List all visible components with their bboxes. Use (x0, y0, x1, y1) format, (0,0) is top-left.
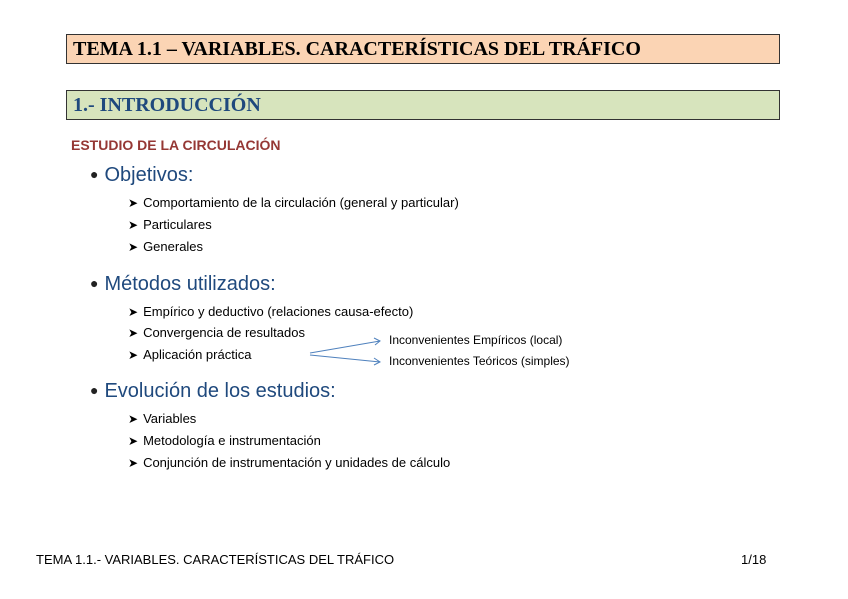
list-item: ➤ Particulares (128, 217, 212, 232)
bullet-label: Métodos utilizados: (104, 273, 276, 295)
note-teoricos: Inconvenientes Teóricos (simples) (389, 354, 570, 368)
arrowhead-bullet-icon: ➤ (128, 240, 139, 254)
arrowhead-bullet-icon: ➤ (128, 456, 139, 470)
arrow-to-teoricos (310, 355, 380, 362)
arrowhead-bullet-icon: ➤ (128, 196, 139, 210)
footer-title: TEMA 1.1.- VARIABLES. CARACTERÍSTICAS DEL TRÁFICO (36, 552, 395, 567)
list-item: ➤ Comportamiento de la circulación (general y particular) (128, 195, 459, 210)
bullet-dot-icon: ● (90, 166, 99, 182)
arrowhead-bullet-icon: ➤ (128, 412, 139, 426)
bullet-dot-icon: ● (90, 382, 99, 398)
bullet-evolucion (90, 380, 336, 403)
bullet-label: Objetivos: (104, 164, 194, 186)
list-item: ➤ Metodología e instrumentación (128, 433, 321, 448)
list-item: ➤ Empírico y deductivo (relaciones causa-efecto) (128, 304, 414, 319)
list-item: ➤ Generales (128, 239, 204, 254)
bullet-label: Evolución de los estudios: (104, 380, 336, 402)
arrowhead-bullet-icon: ➤ (128, 326, 139, 340)
list-item: ➤ Convergencia de resultados (128, 325, 305, 340)
section-heading-text: 1.- INTRODUCCIÓN (73, 94, 261, 116)
list-item: ➤ Variables (128, 411, 197, 426)
bullet-dot-icon: ● (90, 275, 99, 291)
arrowhead-bullet-icon: ➤ (128, 434, 139, 448)
subsection-heading: ESTUDIO DE LA CIRCULACIÓN (71, 137, 281, 153)
arrowhead-bullet-icon: ➤ (128, 218, 139, 232)
page-number: 1/18 (741, 552, 767, 567)
arrow-to-empiricos (310, 341, 380, 353)
arrowhead-bullet-icon: ➤ (128, 305, 139, 319)
note-empiricos: Inconvenientes Empíricos (local) (389, 333, 563, 347)
arrowhead-bullet-icon: ➤ (128, 348, 139, 362)
slide-title-text: TEMA 1.1 – VARIABLES. CARACTERÍSTICAS DEL TRÁFICO (73, 38, 641, 60)
list-item: ➤ Conjunción de instrumentación y unidades de cálculo (128, 455, 451, 470)
list-item: ➤ Aplicación práctica (128, 347, 252, 362)
